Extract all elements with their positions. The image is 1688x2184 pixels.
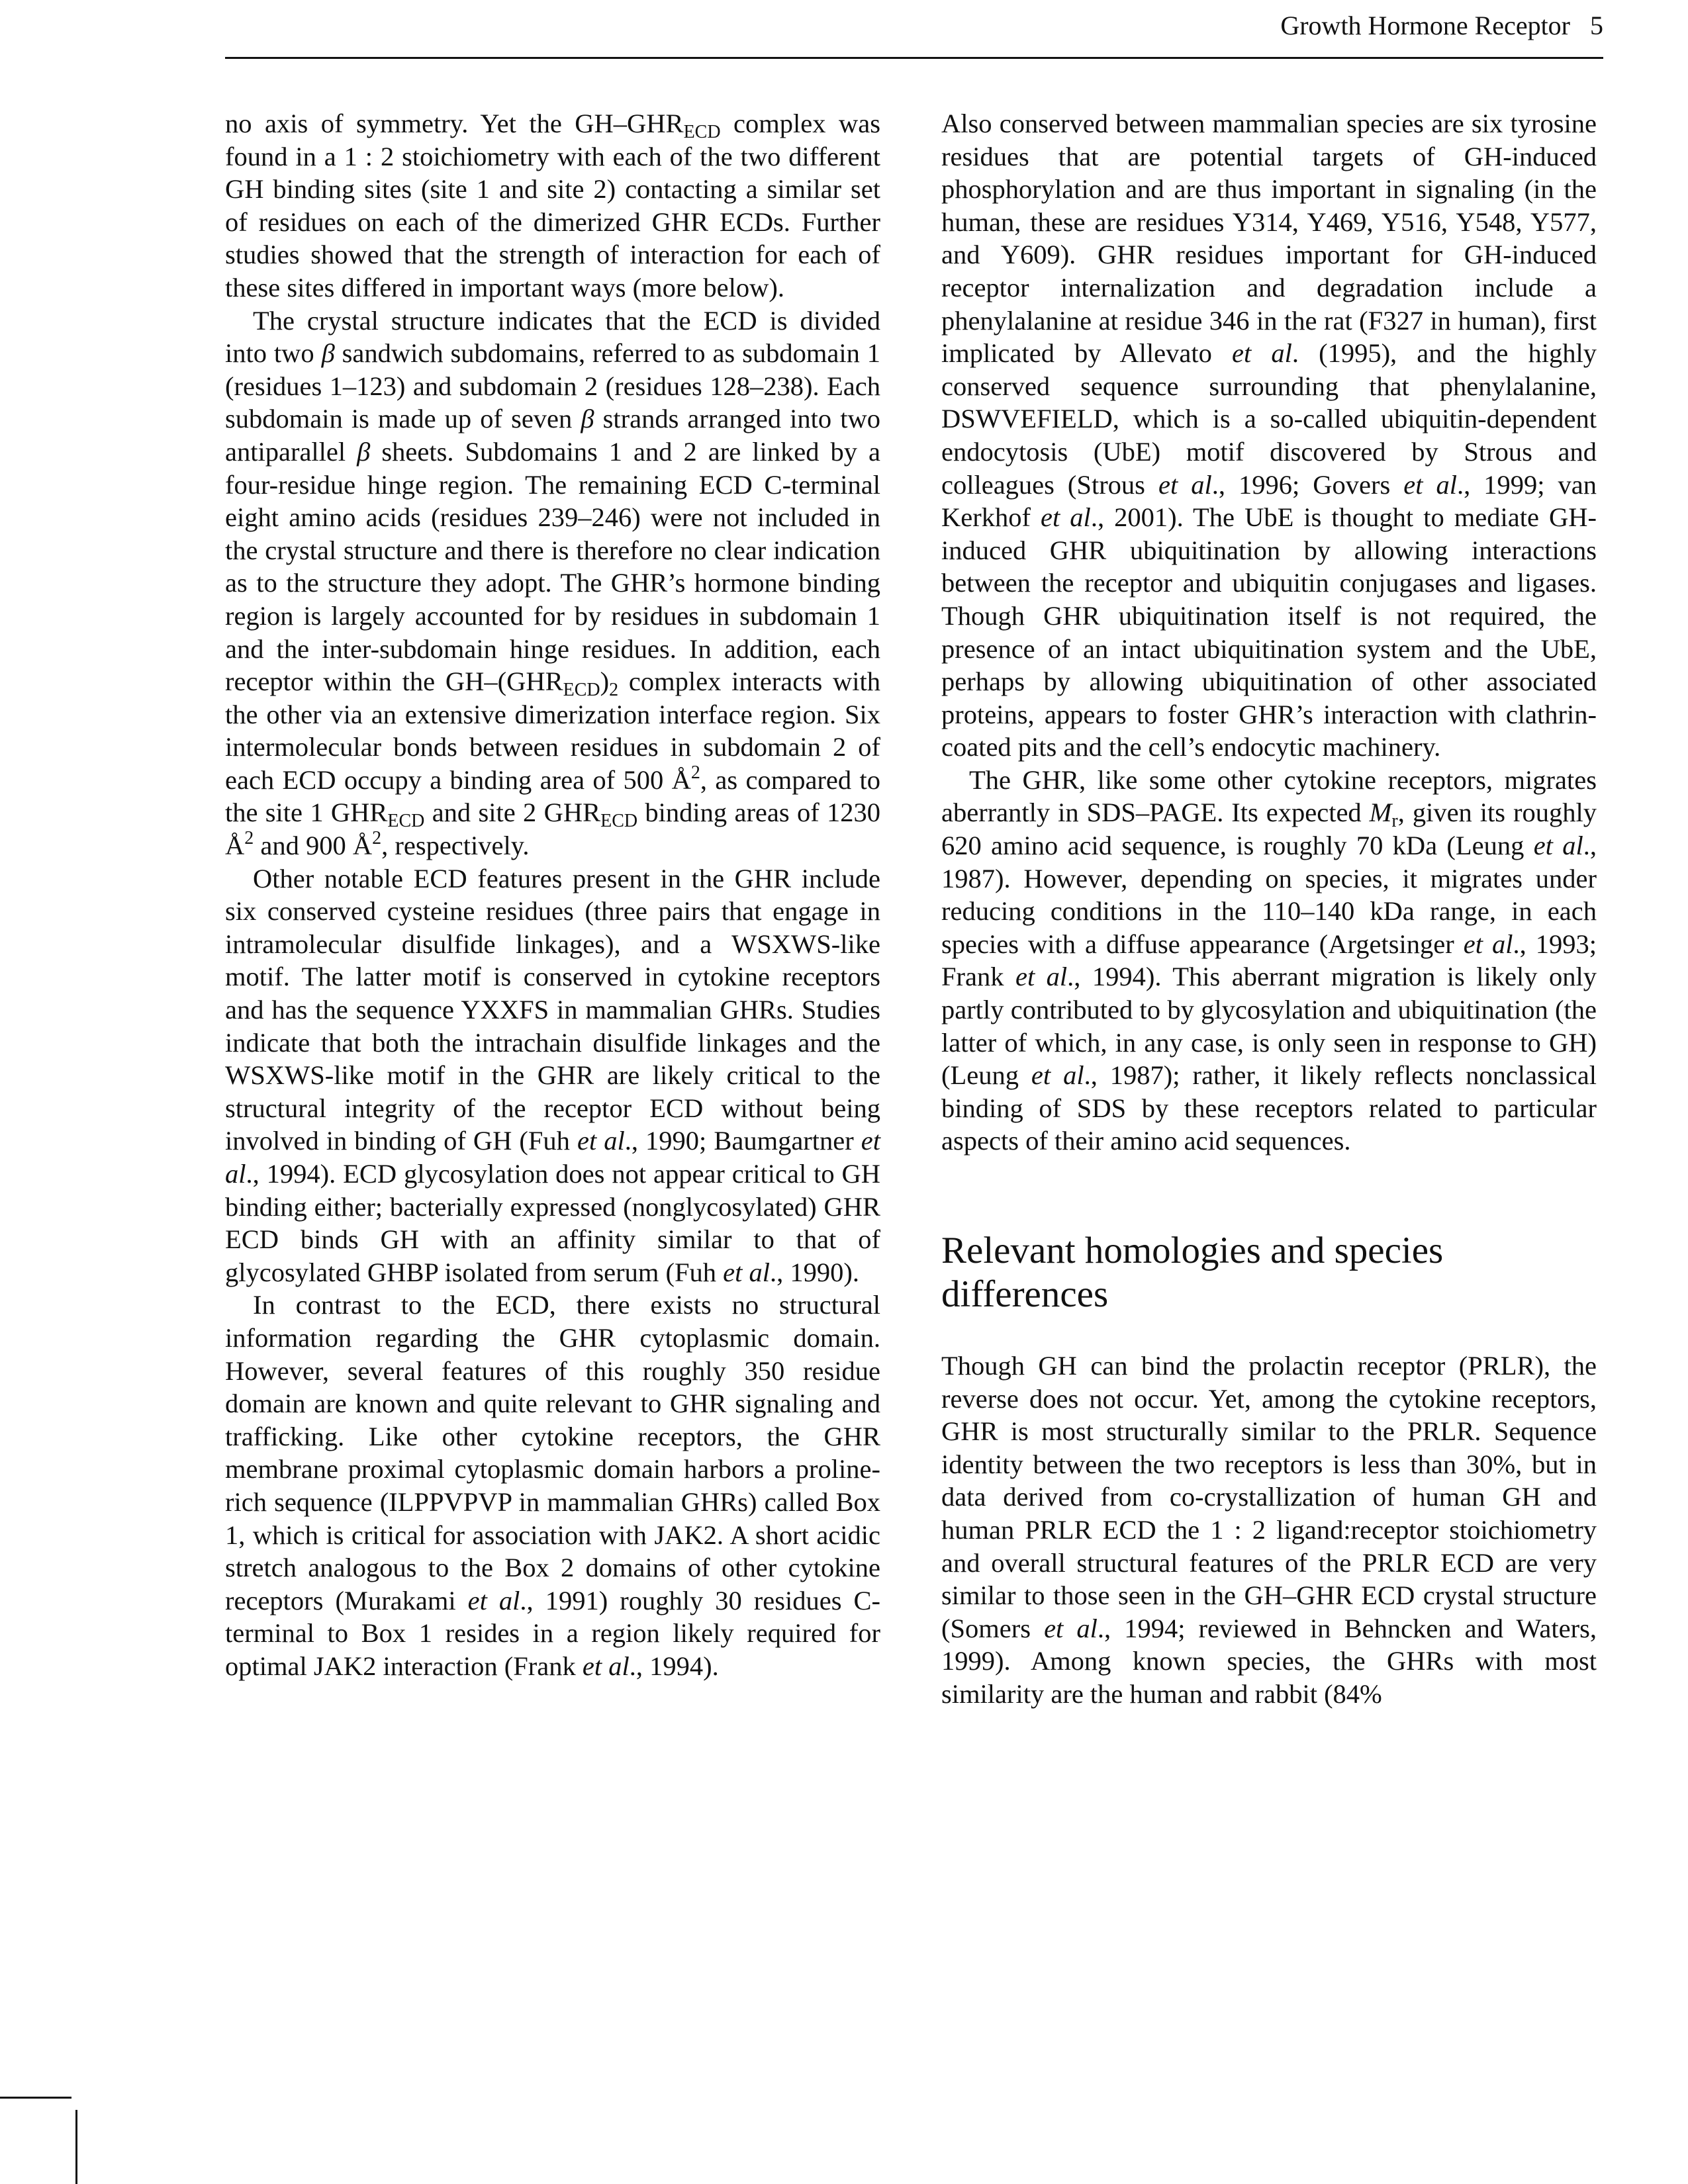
right-column xyxy=(941,107,1597,1711)
running-title: Growth Hormone Receptor xyxy=(1280,11,1570,40)
left-paragraph-4: In contrast to the ECD, there exists no structural information regarding the GHR cytoplasmic domain. However, several features of this roughly 350 residue domain are known and quite relevant to GHR signaling and trafficking. Like other cytokine receptors, the GHR membrane proximal cytoplasmic domain harbors a proline-rich sequence (ILPPVPVP in mammalian GHRs) called Box 1, which is critical for association with JAK2. A short acidic stretch analogous to the Box 2 domains of other cytokine receptors (Murakami et al., 1991) roughly 30 residues C-terminal to Box 1 resides in a region likely required for optimal JAK2 interaction (Frank et al., 1994). xyxy=(225,1290,880,1681)
left-column xyxy=(225,107,880,1683)
running-header xyxy=(225,9,1603,50)
crop-mark-vertical xyxy=(75,2110,77,2184)
right-paragraph-1: Also conserved between mammalian species are six tyrosine residues that are potential targets of GH-induced phosphorylation and are thus important in signaling (in the human, these are residues Y314, Y469, Y516, Y548, Y577, and Y609). GHR residues important for GH-induced receptor internalization and degradation include a phenylalanine at residue 346 in the rat (F327 in human), first implicated by Allevato et al. (1995), and the highly conserved sequence surrounding that phenylalanine, DSWVEFIELD, which is a so-called ubiquitin-dependent endocytosis (UbE) motif discovered by Strous and colleagues (Strous et al., 1996; Govers et al., 1999; van Kerkhof et al., 2001). The UbE is thought to mediate GH-induced GHR ubiquitination by allowing interactions between the receptor and ubiquitin conjugases and ligases. Though GHR ubiquitination itself is not required, the presence of an intact ubiquitination system and the UbE, perhaps by allowing ubiquitination of other associated proteins, appears to foster GHR’s interaction with clathrin-coated pits and the cell’s endocytic machinery. xyxy=(941,109,1597,762)
page-number: 5 xyxy=(1590,11,1603,40)
left-paragraph-3: Other notable ECD features present in the GHR include six conserved cysteine residues (three pairs that engage in intramolecular disulfide linkages), and a WSXWS-like motif. The latter motif is conserved in cytokine receptors and has the sequence YXXFS in mammalian GHRs. Studies indicate that both the intrachain disulfide linkages and the WSXWS-like motif in the GHR are likely critical to the structural integrity of the receptor ECD without being involved in binding of GH (Fuh et al., 1990; Baumgartner et al., 1994). ECD glycosylation does not appear critical to GH binding either; bacterially expressed (nonglycosylated) GHR ECD binds GH with an affinity similar to that of glycosylated GHBP isolated from serum (Fuh et al., 1990). xyxy=(225,863,881,1287)
left-paragraph-2: The crystal structure indicates that the ECD is divided into two β sandwich subdomains, referred to as subdomain 1 (residues 1–123) and subdomain 2 (residues 128–238). Each subdomain is made up of seven β strands arranged into two antiparallel β sheets. Subdomains 1 and 2 are linked by a four-residue hinge region. The remaining ECD C-terminal eight amino acids (residues 239–246) were not included in the crystal structure and there is therefore no clear indication as to the structure they adopt. The GHR’s hormone binding region is largely accounted for by residues in subdomain 1 and the inter-subdomain hinge residues. In addition, each receptor within the $GH-(GHR_{ECD})_2$ complex interacts with the other via an extensive dimerization interface region. Six intermolecular bonds between residues in subdomain 2 of each ECD occupy a binding area of 500 $Å^2$, as compared to the site 1 $GHR_{ECD}$ and site 2 $GHR_{ECD}$ binding areas of 1230 $Å^2$ and 900 $Å^2$, respectively. xyxy=(225,305,880,861)
section-heading: Relevant homologies and species differences xyxy=(941,1230,1444,1315)
right-paragraph-3: Though GH can bind the prolactin receptor (PRLR), the reverse does not occur. Yet, among the cytokine receptors, GHR is most structurally similar to the PRLR. Sequence identity between the two receptors is less than 30%, but in data derived from co-crystallization of human GH and human PRLR ECD the 1 : 2 ligand:receptor stoichiometry and overall structural features of the PRLR ECD are very similar to those seen in the GH–GHR ECD crystal structure (Somers et al., 1994; reviewed in Behncken and Waters, 1999). Among known species, the GHRs with most similarity are the human and rabbit (84% xyxy=(941,1351,1597,1709)
right-paragraph-2: The GHR, like some other cytokine receptors, migrates aberrantly in SDS–PAGE. Its expected $M_r$, given its roughly 620 amino acid sequence, is roughly 70 kDa (Leung et al., 1987). However, depending on species, it migrates under reducing conditions in the 110–140 kDa range, in each species with a diffuse appearance (Argetsinger et al., 1993; Frank et al., 1994). This aberrant migration is likely only partly contributed to by glycosylation and ubiquitination (the latter of which, in any case, is only seen in response to GH) (Leung et al., 1987); rather, it likely reflects nonclassical binding of SDS by these receptors related to particular aspects of their amino acid sequences. xyxy=(941,764,1597,1156)
header-rule xyxy=(225,57,1603,59)
crop-mark-horizontal xyxy=(0,2097,71,2099)
left-paragraph-1: no axis of symmetry. Yet the $GH-GHR_{ECD}$ complex was found in a 1 : 2 stoichiometry with each of the two different GH binding sites (site 1 and site 2) contacting a similar set of residues on each of the dimerized GHR ECDs. Further studies showed that the strength of interaction for each of these sites differed in important ways (more below). xyxy=(225,109,880,302)
